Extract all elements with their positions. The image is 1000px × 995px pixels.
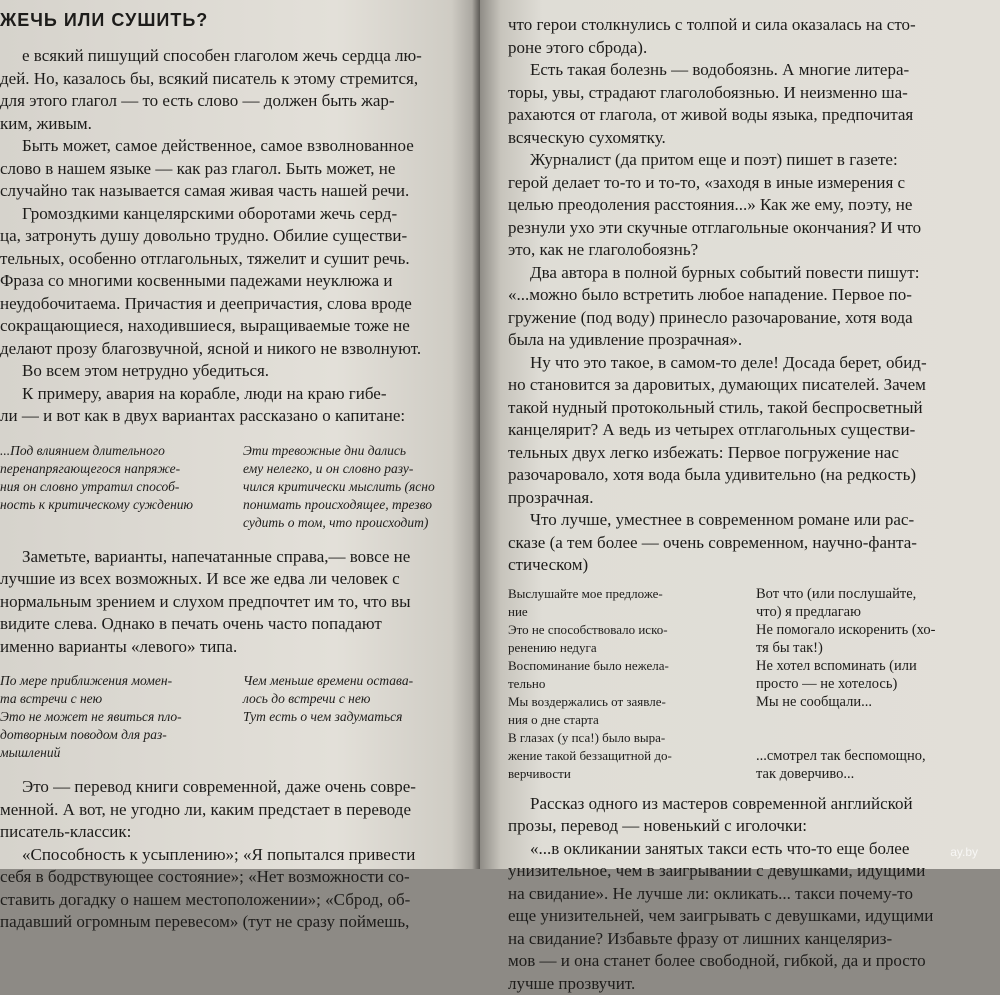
text-line: «...в окликании занятых такси есть что-то еще более <box>530 839 909 858</box>
left-page <box>0 0 480 869</box>
example-line: Мы не сообщали... <box>756 693 980 711</box>
paragraph <box>508 14 980 59</box>
paragraph <box>508 59 980 149</box>
text-line: е всякий пишущий способен глаголом жечь сердца лю- <box>22 46 422 65</box>
text-line: сказе (а тем более — очень современном, научно-фанта- <box>508 533 917 552</box>
example-line: просто — не хотелось) <box>756 675 980 693</box>
example-line: Не помогало искоренить (хо- <box>756 621 980 639</box>
text-line: прозрачная. <box>508 488 593 507</box>
text-line: Рассказ одного из мастеров современной английской <box>530 794 913 813</box>
text-line: ца, затронуть душу довольно трудно. Обилие существи- <box>0 226 407 245</box>
example-line: По мере приближения момен- <box>0 672 229 690</box>
text-line: слово в нашем языке — как раз глагол. Быть может, не <box>0 159 395 178</box>
text-line: стическом) <box>508 555 588 574</box>
text-line: канцелярит? А ведь из четырех отглагольных существи- <box>508 420 915 439</box>
example-line: тельно <box>508 675 732 693</box>
text-line: дей. Но, казалось бы, всякий писатель к этому стремится, <box>0 69 418 88</box>
text-line: нормальным зрением и слухом предпочтет им то, что вы <box>0 592 411 611</box>
example-line: ...Под влиянием длительного <box>0 442 229 460</box>
example-line: ему нелегко, и он словно разу- <box>243 460 472 478</box>
text-line: Громоздкими канцелярскими оборотами жечь серд- <box>22 204 397 223</box>
text-line: Есть такая болезнь — водобоязнь. А многие литера- <box>530 60 909 79</box>
example-line: жение такой беззащитной до- <box>508 747 732 765</box>
right-example-left-column <box>508 585 732 783</box>
paragraph <box>508 352 980 510</box>
text-line: тельных, особенно отглагольных, тяжелит и сушит речь. <box>0 249 410 268</box>
example-line: перенапрягающегося напряже- <box>0 460 229 478</box>
text-line: «...можно было встретить любое нападение. Первое по- <box>508 285 912 304</box>
text-line: ким, живым. <box>0 114 92 133</box>
example-line: та встречи с нею <box>0 690 229 708</box>
text-line: Что лучше, уместнее в современном романе или рас- <box>530 510 914 529</box>
text-line: ли — и вот как в двух вариантах рассказано о капитане: <box>0 406 405 425</box>
example-line: Эти тревожные дни дались <box>243 442 472 460</box>
example-line: чился критически мыслить (ясно <box>243 478 472 496</box>
paragraph <box>0 135 472 203</box>
example-line <box>756 729 980 747</box>
text-line: именно варианты «левого» типа. <box>0 637 237 656</box>
text-line: целью преодоления расстояния...» Как же ему, поэту, не <box>508 195 912 214</box>
example-2-right-column <box>229 672 472 762</box>
text-line: лучше прозвучит. <box>508 974 635 993</box>
text-line: неудобочитаема. Причастия и деепричастия, слова вроде <box>0 294 412 313</box>
example-line: Выслушайте мое предложе- <box>508 585 732 603</box>
text-line: «заходя в иные измерения с <box>704 173 905 192</box>
paragraph <box>0 546 472 659</box>
paragraph <box>0 203 472 361</box>
text-line: что герои столкнулись с толпой и сила оказалась на сто- <box>508 15 916 34</box>
example-line: Тут есть о чем задуматься <box>243 708 472 726</box>
text-line: но становится за даровитых, думающих писателей. Зачем <box>508 375 926 394</box>
example-line: так доверчиво... <box>756 765 980 783</box>
text-line: рахаются от глагола, от живой воды языка, предпочитая <box>508 105 913 124</box>
paragraph <box>508 838 980 995</box>
example-line: ность к критическому суждению <box>0 496 229 514</box>
example-line: В глазах (у пса!) было выра- <box>508 729 732 747</box>
text-line: разочаровало, хотя вода была удивительно (на редкость) <box>508 465 916 484</box>
paragraph <box>508 149 980 262</box>
text-line: лучшие из всех возможных. И все же едва ли человек с <box>0 569 400 588</box>
example-line: ния он словно утратил способ- <box>0 478 229 496</box>
text-line: Быть может, самое действенное, самое взволнованное <box>22 136 414 155</box>
example-line: дотворным поводом для раз- <box>0 726 229 744</box>
text-line: делают прозу благозвучной, ясной и никого не взволнуют. <box>0 339 421 358</box>
text-line: ставить догадку о нашем местоположении»; «Сброд, об- <box>0 890 410 909</box>
text-line: писатель-классик: <box>0 822 131 841</box>
example-line: Чем меньше времени остава- <box>243 672 472 690</box>
paragraph <box>0 383 472 428</box>
example-1-right-column <box>229 442 472 532</box>
example-2-left-column <box>0 672 229 762</box>
text-line: тельных двух легко избежать: Первое погружение нас <box>508 443 899 462</box>
paragraph <box>508 262 980 352</box>
paragraph <box>0 360 472 383</box>
text-line: резнули ухо эти скучные отглагольные окончания? И что <box>508 218 921 237</box>
example-line: ние <box>508 603 732 621</box>
right-page <box>480 0 1000 869</box>
text-line: герой делает то-то и то-то, <box>508 173 704 192</box>
left-paragraphs <box>0 45 472 428</box>
text-line: мов — и она станет более свободной, гибкой, да и просто <box>508 951 926 970</box>
text-line: случайно так называется самая живая часть нашей речи. <box>0 181 409 200</box>
text-line: Журналист (да притом еще и поэт) пишет в газете: <box>530 150 898 169</box>
text-line: на свидание». Не лучше ли: окликать... такси почему-то <box>508 884 913 903</box>
example-line: судить о том, что происходит) <box>243 514 472 532</box>
right-example <box>508 585 980 783</box>
example-line: Воспоминание было нежела- <box>508 657 732 675</box>
left-example-2 <box>0 672 472 762</box>
text-line: была на удивление прозрачная». <box>508 330 742 349</box>
paragraph <box>508 509 980 577</box>
text-line: роне этого сброда). <box>508 38 647 57</box>
right-example-right-column <box>732 585 980 783</box>
text-line: себя в бодрствующее состояние»; «Нет возможности со- <box>0 867 410 886</box>
chapter-header: ЖЕЧЬ ИЛИ СУШИТЬ? <box>0 10 472 31</box>
paragraph <box>0 776 472 844</box>
example-1-left-column <box>0 442 229 532</box>
example-line: Это не способствовало иско- <box>508 621 732 639</box>
example-line: Не хотел вспоминать (или <box>756 657 980 675</box>
text-line: видите слева. Однако в печать очень часто попадают <box>0 614 382 633</box>
text-line: Два автора в полной бурных событий повести пишут: <box>530 263 919 282</box>
text-line: это, как не глаголобоязнь? <box>508 240 698 259</box>
example-line: тя бы так!) <box>756 639 980 657</box>
text-line: «Способность к усыплению»; «Я попытался привести <box>22 845 415 864</box>
text-line: прозы, перевод — новенький с иголочки: <box>508 816 807 835</box>
paragraph <box>0 45 472 135</box>
example-line: Вот что (или послушайте, <box>756 585 980 603</box>
text-line: Заметьте, варианты, напечатанные справа,— вовсе не <box>22 547 410 566</box>
example-line: мышлений <box>0 744 229 762</box>
text-line: для этого глагол — то есть слово — должен быть жар- <box>0 91 395 110</box>
left-example-1 <box>0 442 472 532</box>
example-line: лось до встречи с нею <box>243 690 472 708</box>
text-line: унизительное, чем в заигрывании с девушками, идущими <box>508 861 925 880</box>
paragraph <box>508 793 980 838</box>
text-line: всяческую сухомятку. <box>508 128 666 147</box>
text-line: Во всем этом нетрудно убедиться. <box>22 361 269 380</box>
right-paragraphs <box>508 14 980 577</box>
example-line: Мы воздержались от заявле- <box>508 693 732 711</box>
example-line: ния о дне старта <box>508 711 732 729</box>
example-line: Это не может не явиться пло- <box>0 708 229 726</box>
text-line: Фраза со многими косвенными падежами неуклюжа и <box>0 271 393 290</box>
text-line: на свидание? Избавьте фразу от лишних канцеляриз- <box>508 929 892 948</box>
text-line: Ну что это такое, в самом-то деле! Досада берет, обид- <box>530 353 927 372</box>
text-line: такой нудный протокольный стиль, такой беспросветный <box>508 398 923 417</box>
example-line: ренению недуга <box>508 639 732 657</box>
example-line: верчивости <box>508 765 732 783</box>
text-line: еще унизительней, чем заигрывать с девушками, идущими <box>508 906 933 925</box>
text-line: падавший огромным перевесом» (тут не сразу поймешь, <box>0 912 409 931</box>
text-line: гружение (под воду) принесло разочарование, хотя вода <box>508 308 913 327</box>
text-line: Это — перевод книги современной, даже очень совре- <box>22 777 416 796</box>
paragraph <box>0 844 472 934</box>
text-line: сокращающиеся, находившиеся, выращиваемые тоже не <box>0 316 410 335</box>
example-line: ...смотрел так беспомощно, <box>756 747 980 765</box>
watermark: ay.by <box>950 845 978 859</box>
example-line: что) я предлагаю <box>756 603 980 621</box>
text-line: К примеру, авария на корабле, люди на краю гибе- <box>22 384 386 403</box>
example-line: понимать происходящее, трезво <box>243 496 472 514</box>
right-paragraphs-2 <box>508 793 980 995</box>
text-line: торы, увы, страдают глаголобоязнью. И неизменно ша- <box>508 83 908 102</box>
example-line <box>756 711 980 729</box>
left-paragraphs-2 <box>0 546 472 659</box>
left-paragraphs-3 <box>0 776 472 934</box>
text-line: менной. А вот, не угодно ли, каким предстает в переводе <box>0 800 411 819</box>
